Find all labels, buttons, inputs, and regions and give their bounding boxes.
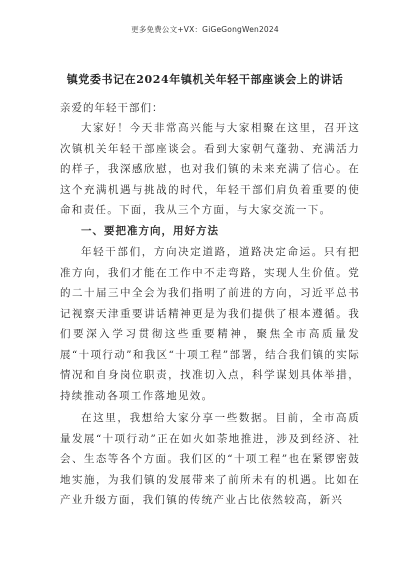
greeting: 亲爱的年轻干部们：: [60, 102, 164, 114]
paragraph-data: 在这里，我想给大家分享一些数据。目前，全市高质量发展“十项行动”正在如火如荼地推进，涉及到经济、社会、生态等各个方面。我们区的“十项工程”也在紧锣密鼓地实施，为我们镇的发展带来了前所未有的机遇。比如在产业升级方面，我们镇的传统产业占比依然较高，新兴: [60, 412, 360, 506]
section-heading: 一、要把准方向，用好方法: [81, 225, 219, 237]
header-note: 更多免费公文+VX：GiGeGongWen2024: [131, 25, 279, 34]
paragraph-intro: 大家好！今天非常高兴能与大家相聚在这里，召开这次镇机关年轻干部座谈会。看到大家朝气蓬勃、充满活力的样子，我深感欣慰，也对我们镇的未来充满了信心。在这个充满机遇与挑战的时代，年轻干部们肩负着重要的使命和责任。下面，我从三个方面，与大家交流一下。: [60, 122, 360, 216]
document-title: 镇党委书记在2024年镇机关年轻干部座谈会上的讲话: [66, 73, 344, 86]
paragraph-direction: 年轻干部们，方向决定道路，道路决定命运。只有把准方向，我们才能在工作中不走弯路，实现人生价值。党的二十届三中全会为我们指明了前进的方向，习近平总书记视察天津重要讲话精神更是为我们提供了根本遵循。我们要深入学习贯彻这些重要精神，聚焦全市高质量发展“十项行动”和我区“十项工程”部署，结合我们镇的实际情况和自身岗位职责，找准切入点，科学谋划具体举措，持续推动各项工作落地见效。: [60, 246, 360, 402]
